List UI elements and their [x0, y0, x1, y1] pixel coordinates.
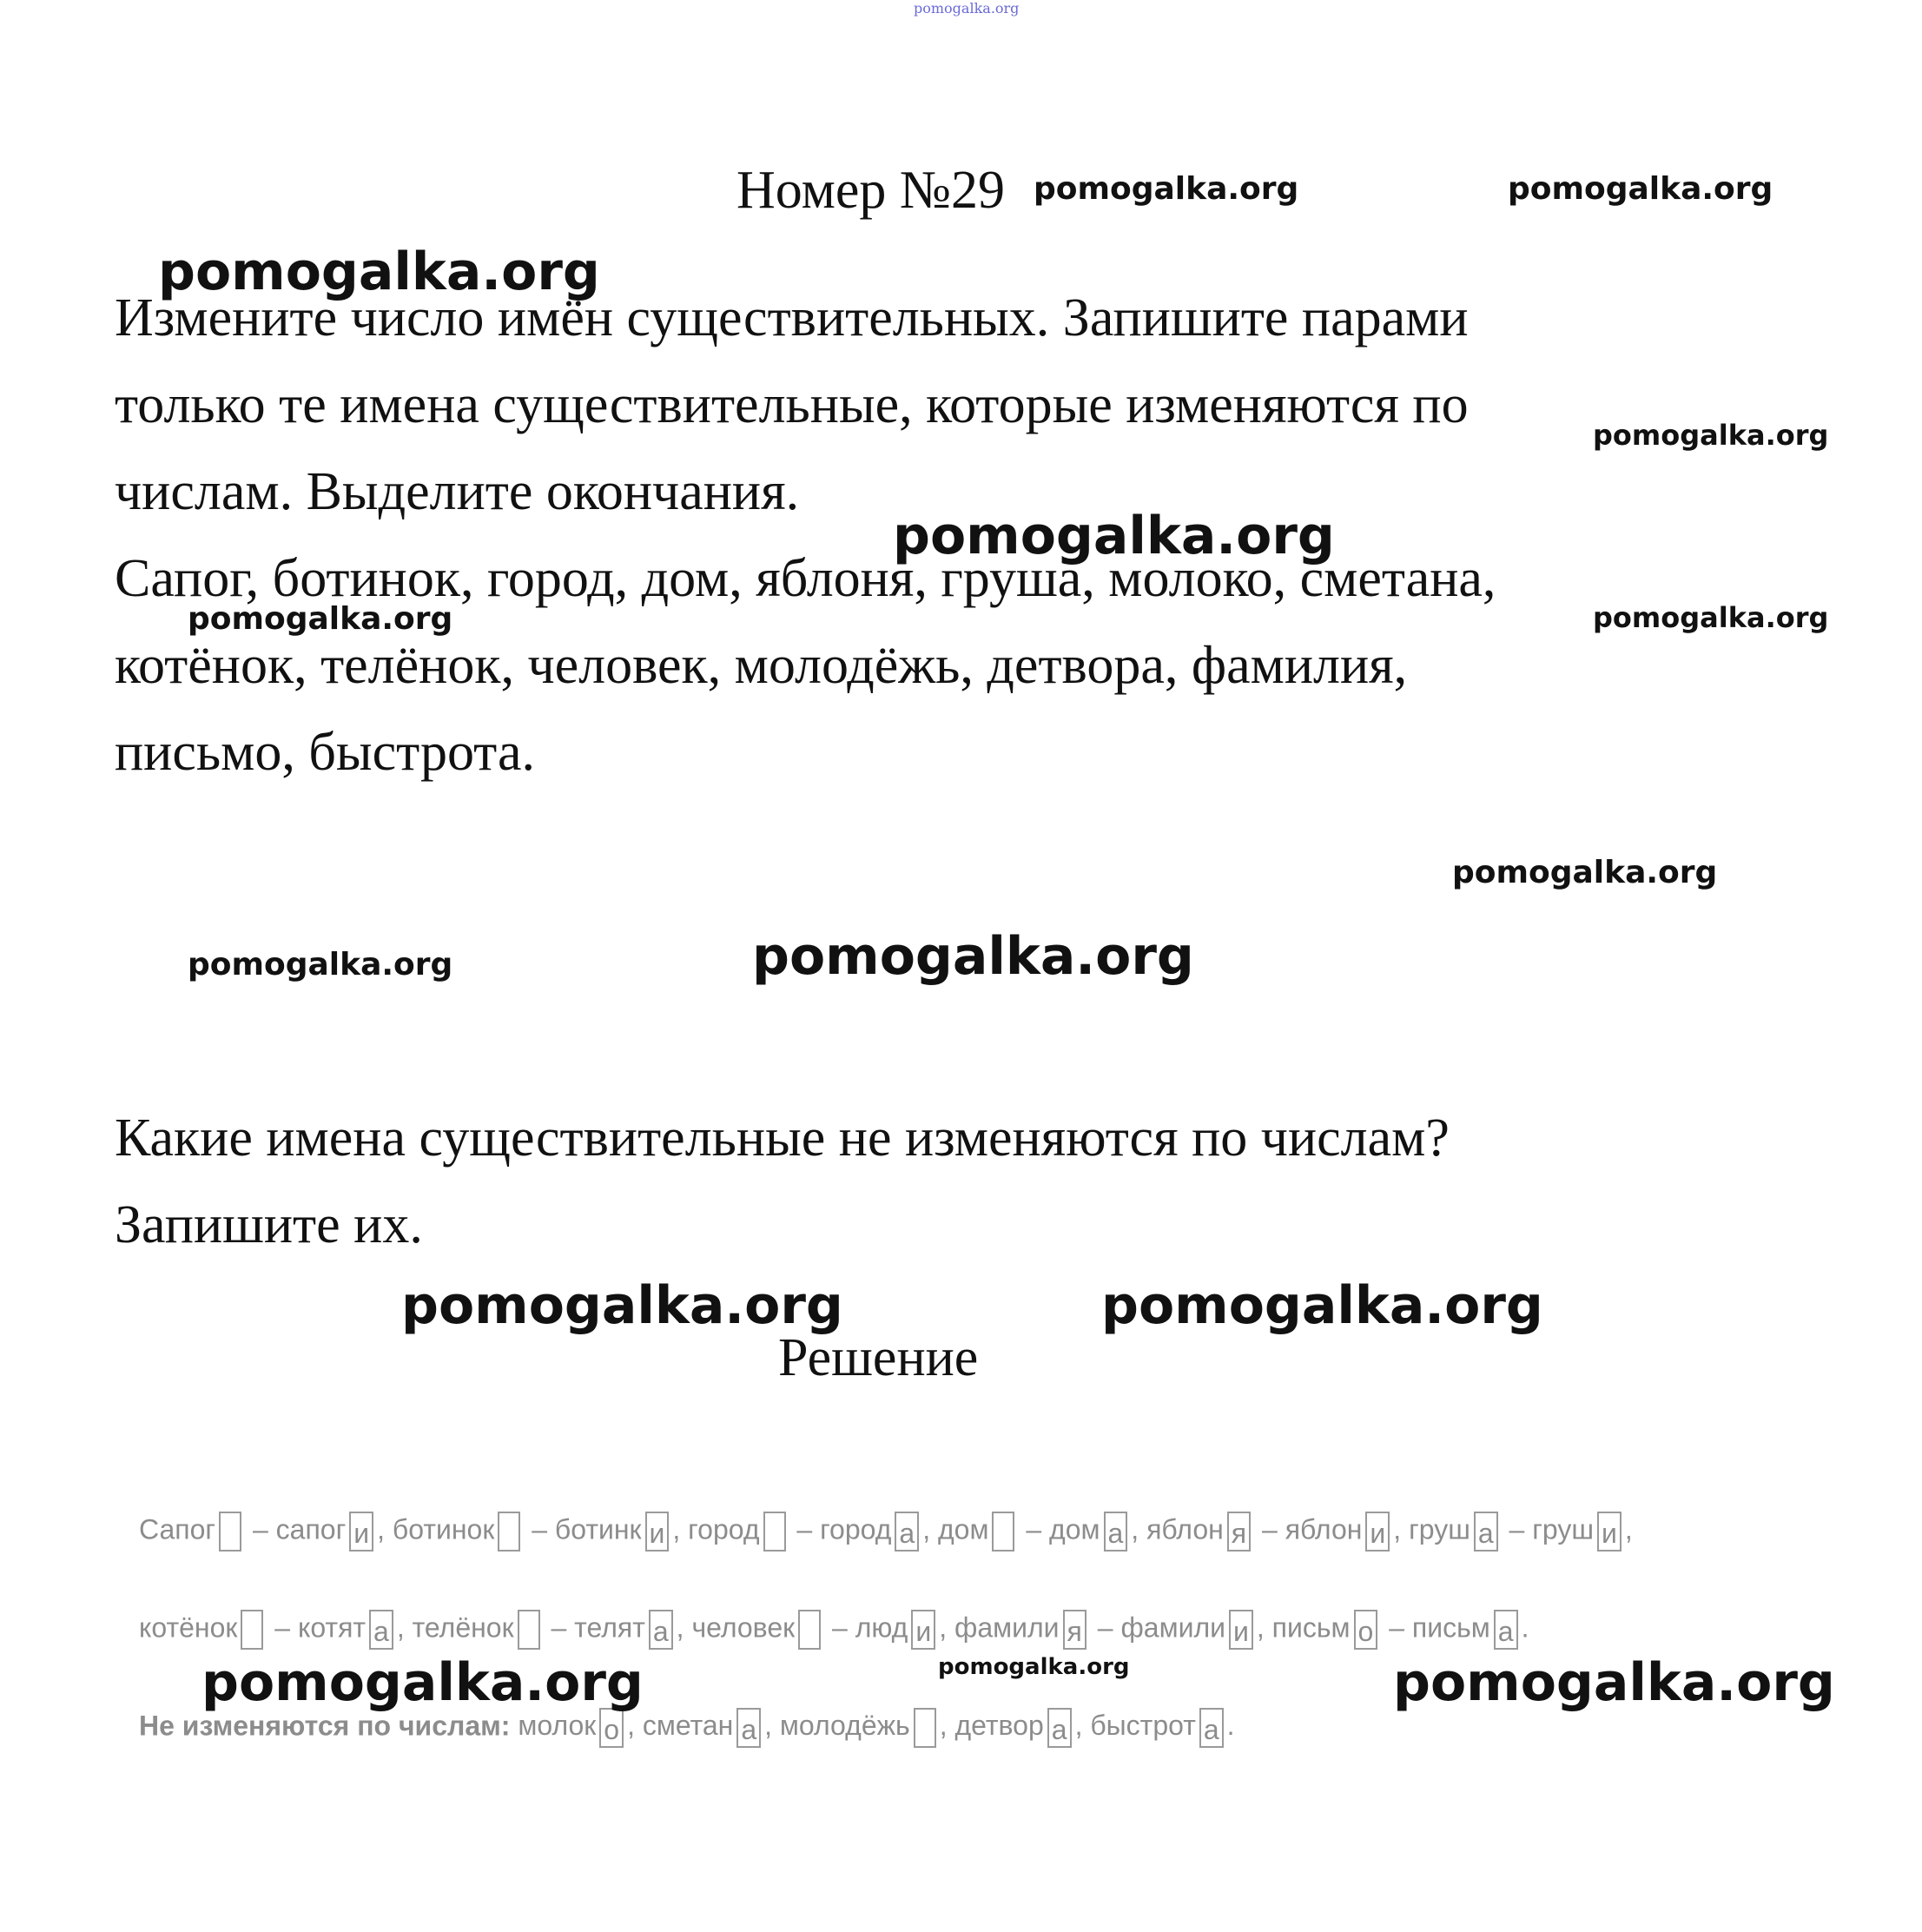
- ending-box: а: [736, 1708, 761, 1748]
- ending-box: а: [895, 1512, 919, 1552]
- ending-box: я: [1063, 1610, 1086, 1650]
- ending-box: и: [911, 1610, 935, 1650]
- solution-line-1: [139, 1512, 1633, 1552]
- ending-box: [763, 1512, 786, 1552]
- word-segment: котёнок: [139, 1611, 238, 1644]
- word-segment: – груш: [1501, 1513, 1595, 1545]
- ending-box: а: [1047, 1708, 1072, 1748]
- watermark: pomogalka.org: [893, 506, 1335, 566]
- watermark: pomogalka.org: [188, 601, 453, 637]
- word-segment: , телёнок: [396, 1611, 514, 1644]
- top-watermark: pomogalka.org: [914, 0, 1020, 17]
- word-segment: – письм: [1381, 1611, 1490, 1644]
- word-segment: .: [1521, 1611, 1529, 1644]
- ending-box: о: [599, 1708, 624, 1748]
- question-line: Запишите их.: [115, 1195, 423, 1254]
- word-segment: , человек: [676, 1611, 796, 1644]
- word-segment: молок: [510, 1710, 597, 1742]
- word-segment: , детвор: [939, 1710, 1044, 1742]
- word-segment: – телят: [543, 1611, 645, 1644]
- word-segment: ,: [1624, 1513, 1633, 1545]
- watermark: pomogalka.org: [1034, 171, 1299, 207]
- word-segment: , груш: [1393, 1513, 1470, 1545]
- watermark: pomogalka.org: [188, 947, 453, 983]
- ending-box: а: [1494, 1610, 1518, 1650]
- ending-box: а: [1199, 1708, 1224, 1748]
- watermark: pomogalka.org: [401, 1275, 843, 1336]
- watermark: pomogalka.org: [1452, 855, 1718, 890]
- task-line: числам. Выделите окончания.: [115, 462, 800, 521]
- word-segment: , молодёжь: [764, 1710, 910, 1742]
- solution-line-3: [139, 1708, 1235, 1748]
- ending-box: [241, 1610, 263, 1650]
- watermark: pomogalka.org: [1101, 1275, 1543, 1336]
- ending-box: а: [369, 1610, 393, 1650]
- question-text: [115, 1095, 1450, 1268]
- ending-box: [219, 1512, 241, 1552]
- task-line: Измените число имён существительных. Запишите парами: [115, 288, 1469, 347]
- word-segment: , яблон: [1131, 1513, 1224, 1545]
- page-title: Номер №29: [736, 161, 1006, 220]
- ending-box: и: [645, 1512, 670, 1552]
- task-line: котёнок, телёнок, человек, молодёжь, детвора, фамилия,: [115, 636, 1408, 695]
- watermark: pomogalka.org: [1393, 1652, 1835, 1713]
- unchanged-label: Не изменяются по числам:: [139, 1710, 511, 1742]
- watermark: pomogalka.org: [938, 1654, 1130, 1680]
- ending-box: и: [1365, 1512, 1390, 1552]
- word-segment: , письм: [1256, 1611, 1351, 1644]
- watermark: pomogalka.org: [158, 242, 600, 302]
- task-line: только те имена существительные, которые изменяются по: [115, 375, 1469, 434]
- word-segment: – город: [789, 1513, 892, 1545]
- solution-heading: Решение: [778, 1328, 979, 1387]
- word-segment: Сапог: [139, 1513, 216, 1545]
- ending-box: и: [1229, 1610, 1253, 1650]
- watermark: pomogalka.org: [1508, 171, 1773, 207]
- word-segment: – яблон: [1254, 1513, 1363, 1545]
- ending-box: [518, 1610, 540, 1650]
- watermark: pomogalka.org: [1593, 601, 1829, 634]
- watermark: pomogalka.org: [201, 1652, 644, 1713]
- word-segment: , сметан: [627, 1710, 734, 1742]
- ending-box: а: [1104, 1512, 1128, 1552]
- watermark: pomogalka.org: [752, 926, 1194, 987]
- word-segment: – ботинк: [524, 1513, 642, 1545]
- ending-box: я: [1227, 1512, 1251, 1552]
- ending-box: [914, 1708, 936, 1748]
- word-segment: – котят: [267, 1611, 367, 1644]
- ending-box: а: [649, 1610, 673, 1650]
- ending-box: [498, 1512, 520, 1552]
- word-segment: .: [1226, 1710, 1235, 1742]
- question-line: Какие имена существительные не изменяются по числам?: [115, 1108, 1450, 1168]
- watermark: pomogalka.org: [1593, 419, 1829, 452]
- task-line: письмо, быстрота.: [115, 723, 536, 782]
- word-segment: , дом: [922, 1513, 989, 1545]
- word-segment: , быстрот: [1074, 1710, 1196, 1742]
- word-segment: – фамили: [1089, 1611, 1225, 1644]
- task-line: Сапог, ботинок, город, дом, яблоня, груша, молоко, сметана,: [115, 549, 1496, 608]
- ending-box: и: [1597, 1512, 1621, 1552]
- ending-box: [798, 1610, 821, 1650]
- word-segment: , ботинок: [377, 1513, 495, 1545]
- word-segment: , фамили: [939, 1611, 1060, 1644]
- unchanged-list: [510, 1710, 1235, 1745]
- word-segment: – дом: [1018, 1513, 1100, 1545]
- ending-box: а: [1474, 1512, 1498, 1552]
- ending-box: и: [349, 1512, 373, 1552]
- ending-box: о: [1354, 1610, 1378, 1650]
- word-segment: , город: [672, 1513, 760, 1545]
- word-segment: – люд: [824, 1611, 908, 1644]
- ending-box: [992, 1512, 1014, 1552]
- solution-line-2: [139, 1610, 1529, 1650]
- word-segment: – сапог: [245, 1513, 347, 1545]
